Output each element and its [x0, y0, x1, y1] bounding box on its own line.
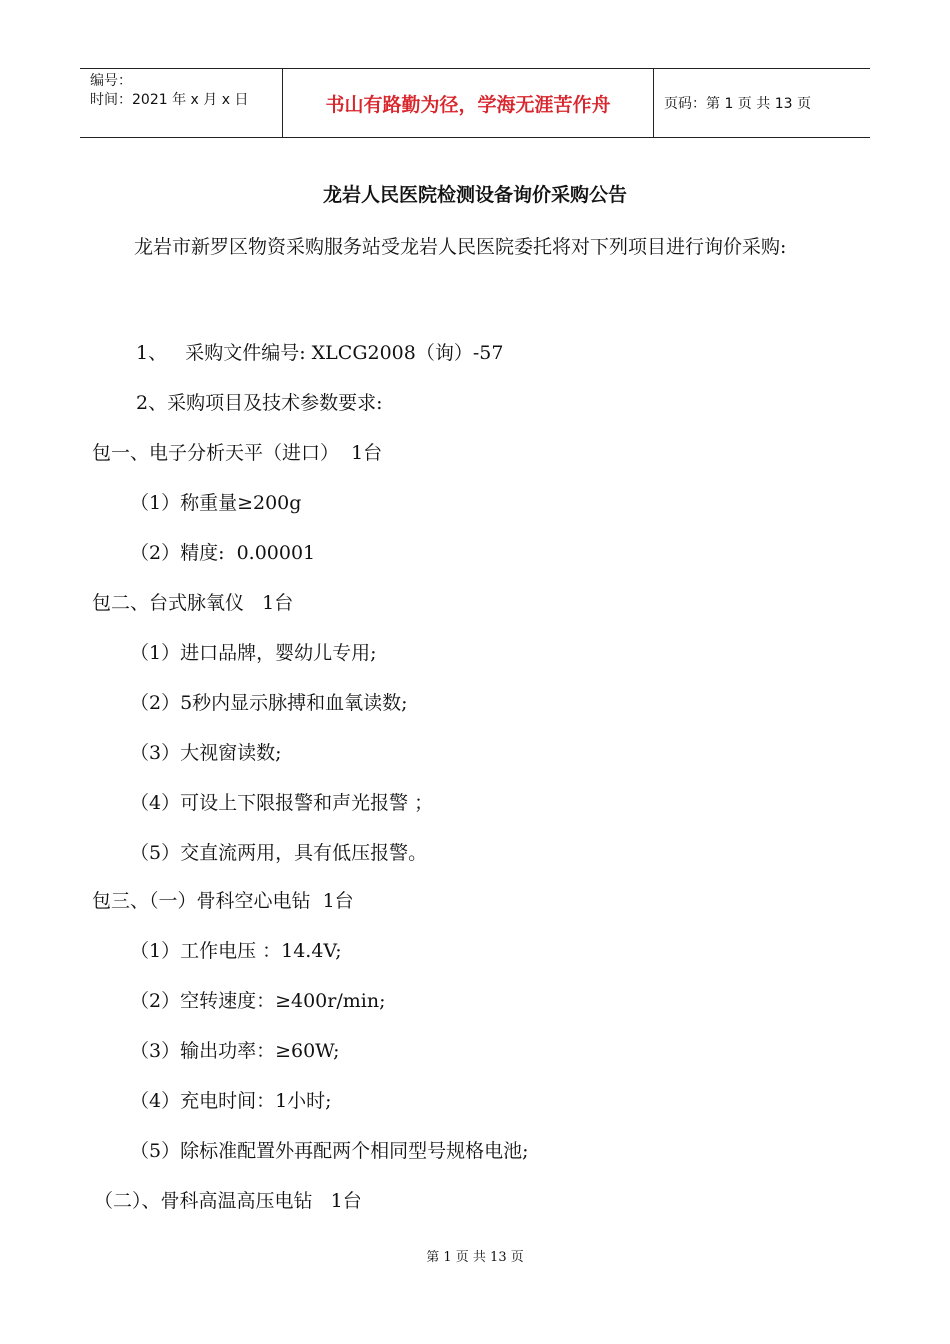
spec-line: （3）输出功率：≥60W;	[130, 1040, 340, 1062]
package-3-heading: 包三、（一）骨科空心电钻 1台	[92, 890, 354, 912]
page-header	[80, 68, 870, 138]
intro-paragraph: 龙岩市新罗区物资采购服务站受龙岩人民医院委托将对下列项目进行询价采购:	[134, 236, 787, 258]
item-line-1: 1、 采购文件编号: XLCG2008（询）-57	[136, 342, 504, 364]
spec-line: （4）可设上下限报警和声光报警 ；	[130, 792, 434, 814]
spec-line: （2）5秒内显示脉搏和血氧读数;	[130, 692, 408, 714]
header-left-cell	[80, 69, 282, 137]
spec-line: （2）精度: 0.00001	[130, 542, 316, 564]
package-3-subheading: （二）、骨科高温高压电钻 1台	[94, 1190, 362, 1212]
spec-line: （2）空转速度：≥400r/min;	[130, 990, 386, 1012]
spec-line: （1）进口品牌，婴幼儿专用;	[130, 642, 377, 664]
header-motto: 书山有路勤为径，学海无涯苦作舟	[282, 69, 654, 137]
spec-line: （5）交直流两用，具有低压报警。	[130, 842, 428, 864]
package-2-heading: 包二、台式脉氧仪 1台	[92, 592, 294, 614]
document-time-label: 时间：2021 年 x 月 x 日	[90, 92, 249, 108]
spec-line: （5）除标准配置外再配两个相同型号规格电池;	[130, 1140, 529, 1162]
document-number-label: 编号：	[90, 73, 132, 89]
header-page-label: 页码：第 1 页 共 13 页	[664, 96, 811, 112]
spec-line: （4）充电时间：1小时;	[130, 1090, 332, 1112]
spec-line: （1）称重量≥200g	[130, 492, 302, 514]
package-1-heading: 包一、电子分析天平（进口） 1台	[92, 442, 383, 464]
spec-line: （1）工作电压 ：14.4V;	[130, 940, 342, 962]
page-footer: 第 1 页 共 13 页	[426, 1250, 524, 1265]
document-title: 龙岩人民医院检测设备询价采购公告	[322, 184, 627, 206]
spec-line: （3）大视窗读数;	[130, 742, 282, 764]
item-line-2: 2、采购项目及技术参数要求:	[136, 392, 383, 414]
